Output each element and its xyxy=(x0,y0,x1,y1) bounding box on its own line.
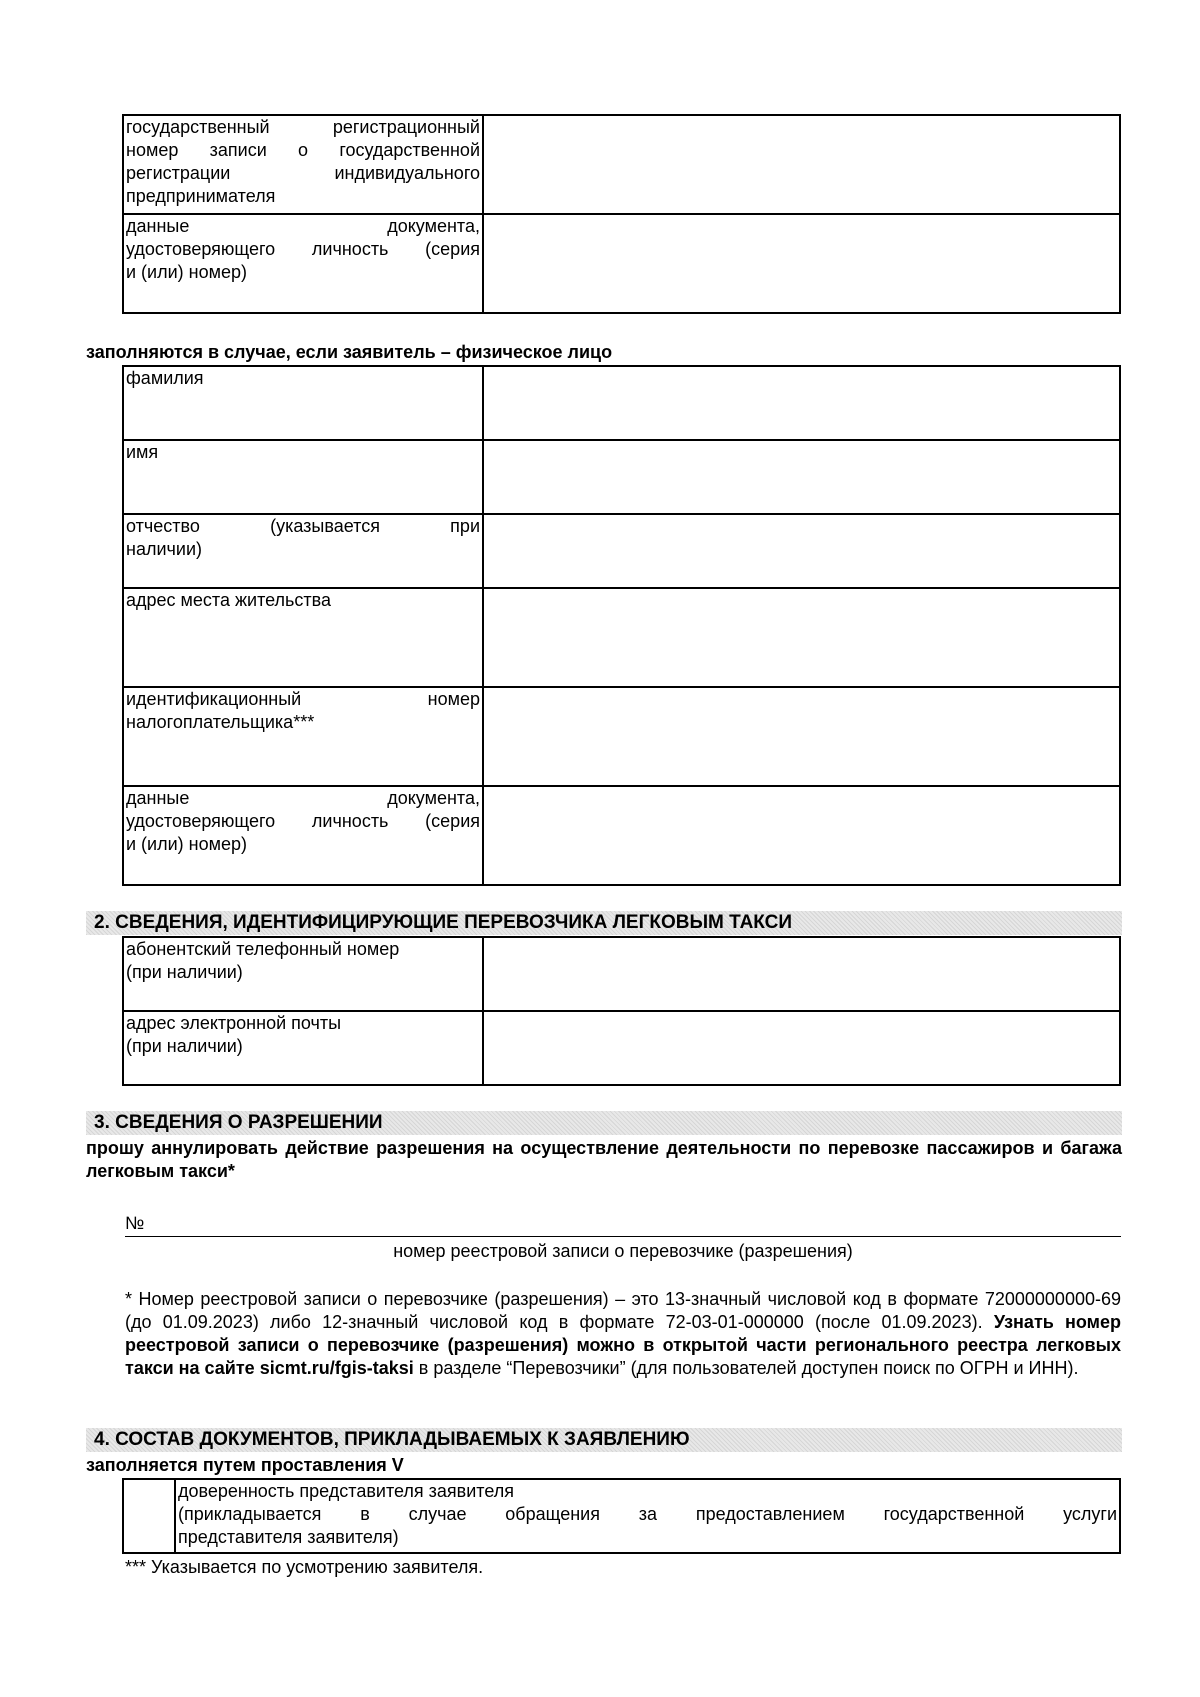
power-of-attorney-checkbox[interactable] xyxy=(123,1479,175,1553)
phone-label xyxy=(123,937,483,1011)
doc-line: представителя заявителя) xyxy=(178,1527,399,1547)
label-line: (при наличии) xyxy=(126,962,243,982)
person-id-doc-label xyxy=(123,786,483,885)
annul-request-text: прошу аннулировать действие разрешения на осуществление деятельности по перевозке пассажиров и багажа легковым такси* xyxy=(86,1138,1122,1181)
section-4-subtitle: заполняется путем проставления V xyxy=(86,1455,404,1475)
email-field[interactable] xyxy=(483,1011,1120,1085)
registry-footnote xyxy=(125,1288,1121,1380)
registry-footnote-bold: Узнать номер реестровой записи о перевозчике (разрешения) можно в открытой части регионального реестра легковых такси на сайте sicmt.ru/fgis-taksi xyxy=(125,1312,1122,1378)
power-of-attorney-label xyxy=(175,1479,1120,1553)
contacts-table xyxy=(122,936,1121,1086)
surname-field[interactable] xyxy=(483,366,1120,440)
email-label xyxy=(123,1011,483,1085)
documents-table xyxy=(122,1478,1121,1554)
ip-id-doc-field[interactable] xyxy=(483,214,1120,313)
physical-person-subtitle: заполняются в случае, если заявитель – физическое лицо xyxy=(86,342,613,362)
label-line: предпринимателя xyxy=(126,186,276,206)
label-line: фамилия xyxy=(126,368,204,388)
patronymic-field[interactable] xyxy=(483,514,1120,588)
label-line: и (или) номер) xyxy=(126,834,247,854)
label-line: регистрации индивидуального xyxy=(126,163,480,183)
surname-label xyxy=(123,366,483,440)
name-field[interactable] xyxy=(483,440,1120,514)
label-line: данные документа, xyxy=(126,788,480,808)
ip-ogrnip-field[interactable] xyxy=(483,115,1120,214)
label-line: идентификационный номер xyxy=(126,689,480,709)
registry-footnote-plain: * Номер реестровой записи о перевозчике (разрешения) – это 13-значный числовой код в формате 72000000000-69 (до 01.09.2023) либо 12-значный числовой код в формате 72-03-01-000000 (после 01.09.2023). xyxy=(125,1289,1121,1332)
section-2-heading: 2. СВЕДЕНИЯ, ИДЕНТИФИЦИРУЮЩИЕ ПЕРЕВОЗЧИКА ЛЕГКОВЫМ ТАКСИ xyxy=(86,911,1122,935)
label-line: государственный регистрационный xyxy=(126,117,480,137)
section-4-heading: 4. СОСТАВ ДОКУМЕНТОВ, ПРИКЛАДЫВАЕМЫХ К ЗАЯВЛЕНИЮ xyxy=(86,1428,1122,1452)
ip-ogrnip-label xyxy=(123,115,483,214)
label-line: данные документа, xyxy=(126,216,480,236)
label-line: и (или) номер) xyxy=(126,262,247,282)
number-sign: № xyxy=(125,1213,145,1233)
label-line: налогоплательщика*** xyxy=(126,712,315,732)
label-line: отчество (указывается при xyxy=(126,516,480,536)
label-line: адрес электронной почты xyxy=(126,1013,342,1033)
ip-table xyxy=(122,114,1121,314)
physical-person-table xyxy=(122,365,1121,886)
ip-id-doc-label xyxy=(123,214,483,313)
label-line: удостоверяющего личность (серия xyxy=(126,811,480,831)
person-id-doc-field[interactable] xyxy=(483,786,1120,885)
registry-footnote-tail: в разделе “Перевозчики” (для пользователей доступен поиск по ОГРН и ИНН). xyxy=(413,1358,1079,1378)
number-caption: номер реестровой записи о перевозчике (разрешения) xyxy=(393,1241,853,1261)
name-label xyxy=(123,440,483,514)
doc-line: (прикладывается в случае обращения за предоставлением государственной услуги xyxy=(178,1504,1117,1524)
label-line: адрес места жительства xyxy=(126,590,332,610)
address-field[interactable] xyxy=(483,588,1120,687)
number-underline xyxy=(125,1236,1121,1237)
inn-label xyxy=(123,687,483,786)
section-3-heading: 3. СВЕДЕНИЯ О РАЗРЕШЕНИИ xyxy=(86,1111,1122,1135)
inn-field[interactable] xyxy=(483,687,1120,786)
label-line: наличии) xyxy=(126,539,202,559)
doc-line: доверенность представителя заявителя xyxy=(178,1481,515,1501)
address-label xyxy=(123,588,483,687)
patronymic-label xyxy=(123,514,483,588)
phone-field[interactable] xyxy=(483,937,1120,1011)
label-line: номер записи о государственной xyxy=(126,140,480,160)
label-line: удостоверяющего личность (серия xyxy=(126,239,480,259)
label-line: имя xyxy=(126,442,159,462)
label-line: (при наличии) xyxy=(126,1036,243,1056)
footnote-triple-star: *** Указывается по усмотрению заявителя. xyxy=(125,1557,484,1577)
label-line: абонентский телефонный номер xyxy=(126,939,400,959)
